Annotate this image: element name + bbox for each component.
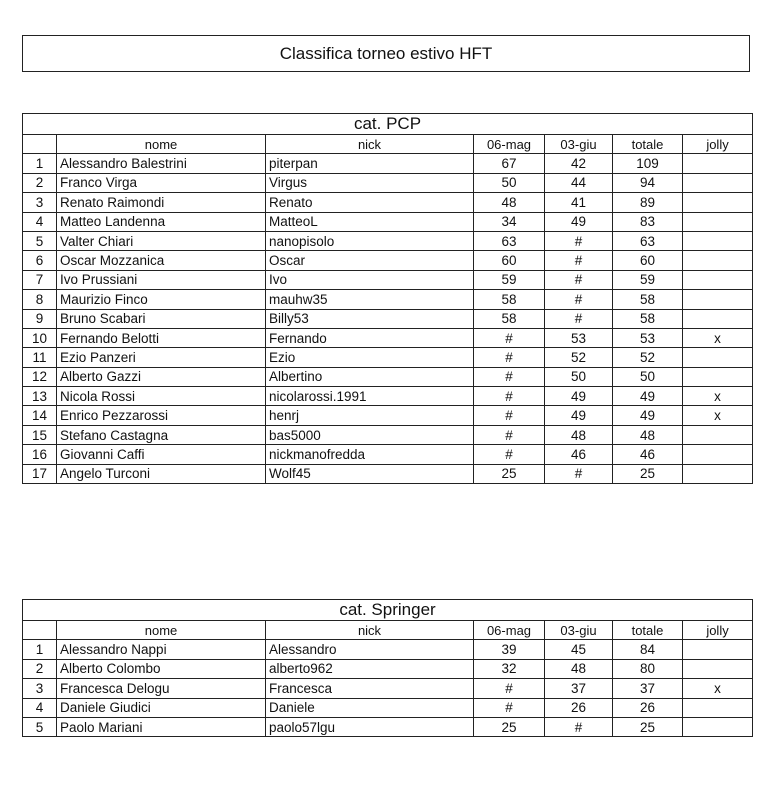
cell-jolly <box>683 231 753 250</box>
cell-score-03-giu: 45 <box>545 640 613 659</box>
cell-score-03-giu: 53 <box>545 328 613 347</box>
cell-rank: 14 <box>23 406 57 425</box>
cell-name: Enrico Pezzarossi <box>57 406 266 425</box>
cell-rank: 3 <box>23 193 57 212</box>
cell-nick: Daniele <box>266 698 474 717</box>
cell-score-03-giu: # <box>545 231 613 250</box>
table-row <box>23 717 753 736</box>
cell-name: Fernando Belotti <box>57 328 266 347</box>
cell-nick: Fernando <box>266 328 474 347</box>
category-title: cat. PCP <box>23 114 753 135</box>
cell-rank: 8 <box>23 290 57 309</box>
cell-rank: 2 <box>23 173 57 192</box>
cell-score-03-giu: 46 <box>545 445 613 464</box>
cell-total: 46 <box>613 445 683 464</box>
table-row <box>23 679 753 698</box>
cell-rank: 13 <box>23 387 57 406</box>
cell-jolly <box>683 290 753 309</box>
cell-jolly <box>683 717 753 736</box>
cell-jolly: x <box>683 387 753 406</box>
cell-score-03-giu: 49 <box>545 212 613 231</box>
cell-jolly: x <box>683 406 753 425</box>
cell-total: 49 <box>613 406 683 425</box>
cell-name: Maurizio Finco <box>57 290 266 309</box>
cell-total: 25 <box>613 717 683 736</box>
cell-score-06-mag: 59 <box>474 270 545 289</box>
cell-nick: Alessandro <box>266 640 474 659</box>
table-row <box>23 698 753 717</box>
cell-score-03-giu: 49 <box>545 406 613 425</box>
table-row <box>23 464 753 483</box>
cell-name: Bruno Scabari <box>57 309 266 328</box>
cell-jolly <box>683 659 753 678</box>
cell-rank: 5 <box>23 231 57 250</box>
cell-jolly <box>683 445 753 464</box>
cell-score-06-mag: # <box>474 698 545 717</box>
cell-total: 52 <box>613 348 683 367</box>
header-total: totale <box>613 621 683 640</box>
cell-rank: 15 <box>23 425 57 444</box>
cell-name: Ivo Prussiani <box>57 270 266 289</box>
header-date-03-giu: 03-giu <box>545 621 613 640</box>
cell-total: 49 <box>613 387 683 406</box>
header-total: totale <box>613 135 683 154</box>
cell-total: 60 <box>613 251 683 270</box>
header-number <box>23 135 57 154</box>
table-body <box>23 640 753 737</box>
cell-jolly <box>683 173 753 192</box>
cell-name: Alberto Gazzi <box>57 367 266 386</box>
table-header-row <box>23 621 753 640</box>
table-row <box>23 154 753 173</box>
cell-score-06-mag: # <box>474 445 545 464</box>
cell-nick: nicolarossi.1991 <box>266 387 474 406</box>
cell-nick: nanopisolo <box>266 231 474 250</box>
cell-jolly <box>683 367 753 386</box>
cell-jolly <box>683 464 753 483</box>
cell-score-06-mag: 50 <box>474 173 545 192</box>
cell-score-06-mag: 32 <box>474 659 545 678</box>
cell-name: Angelo Turconi <box>57 464 266 483</box>
cell-name: Francesca Delogu <box>57 679 266 698</box>
cell-nick: MatteoL <box>266 212 474 231</box>
cell-total: 94 <box>613 173 683 192</box>
table-row <box>23 173 753 192</box>
page-title: Classifica torneo estivo HFT <box>22 35 750 72</box>
cell-score-03-giu: 48 <box>545 659 613 678</box>
cell-rank: 16 <box>23 445 57 464</box>
cell-score-03-giu: 26 <box>545 698 613 717</box>
cell-name: Valter Chiari <box>57 231 266 250</box>
table-row <box>23 659 753 678</box>
cell-score-06-mag: # <box>474 367 545 386</box>
cell-score-06-mag: 34 <box>474 212 545 231</box>
cell-rank: 12 <box>23 367 57 386</box>
cell-nick: Albertino <box>266 367 474 386</box>
header-jolly: jolly <box>683 621 753 640</box>
cell-jolly: x <box>683 328 753 347</box>
header-name: nome <box>57 135 266 154</box>
table-row <box>23 348 753 367</box>
table-row <box>23 387 753 406</box>
cell-rank: 11 <box>23 348 57 367</box>
cell-score-03-giu: 44 <box>545 173 613 192</box>
cell-score-03-giu: # <box>545 270 613 289</box>
cell-nick: nickmanofredda <box>266 445 474 464</box>
cell-nick: Oscar <box>266 251 474 270</box>
cell-nick: Wolf45 <box>266 464 474 483</box>
cell-total: 80 <box>613 659 683 678</box>
cell-name: Alessandro Nappi <box>57 640 266 659</box>
cell-total: 37 <box>613 679 683 698</box>
cell-rank: 1 <box>23 640 57 659</box>
cell-total: 58 <box>613 309 683 328</box>
cell-score-03-giu: # <box>545 290 613 309</box>
cell-score-03-giu: # <box>545 251 613 270</box>
cell-name: Ezio Panzeri <box>57 348 266 367</box>
cell-name: Oscar Mozzanica <box>57 251 266 270</box>
header-name: nome <box>57 621 266 640</box>
header-date-06-mag: 06-mag <box>474 621 545 640</box>
cell-rank: 17 <box>23 464 57 483</box>
cell-rank: 2 <box>23 659 57 678</box>
cell-jolly <box>683 348 753 367</box>
cell-nick: Billy53 <box>266 309 474 328</box>
header-number <box>23 621 57 640</box>
cell-score-03-giu: 49 <box>545 387 613 406</box>
cell-name: Nicola Rossi <box>57 387 266 406</box>
cell-jolly <box>683 193 753 212</box>
table-row <box>23 231 753 250</box>
cell-score-03-giu: 37 <box>545 679 613 698</box>
cell-nick: mauhw35 <box>266 290 474 309</box>
cell-jolly <box>683 251 753 270</box>
cell-jolly: x <box>683 679 753 698</box>
table-header-row <box>23 135 753 154</box>
table-row <box>23 367 753 386</box>
cell-total: 50 <box>613 367 683 386</box>
cell-rank: 9 <box>23 309 57 328</box>
table-body <box>23 154 753 484</box>
cell-total: 84 <box>613 640 683 659</box>
table-row <box>23 290 753 309</box>
cell-jolly <box>683 640 753 659</box>
cell-name: Giovanni Caffi <box>57 445 266 464</box>
category-title: cat. Springer <box>23 600 753 621</box>
ranking-table-springer <box>22 599 753 737</box>
table-row <box>23 193 753 212</box>
cell-score-06-mag: 25 <box>474 464 545 483</box>
cell-score-03-giu: # <box>545 464 613 483</box>
cell-jolly <box>683 212 753 231</box>
cell-score-06-mag: 39 <box>474 640 545 659</box>
cell-score-03-giu: 50 <box>545 367 613 386</box>
header-nick: nick <box>266 135 474 154</box>
cell-nick: Ivo <box>266 270 474 289</box>
cell-rank: 4 <box>23 698 57 717</box>
cell-nick: paolo57lgu <box>266 717 474 736</box>
cell-rank: 6 <box>23 251 57 270</box>
cell-rank: 10 <box>23 328 57 347</box>
ranking-table-pcp <box>22 113 753 484</box>
table-row <box>23 640 753 659</box>
cell-total: 48 <box>613 425 683 444</box>
cell-jolly <box>683 309 753 328</box>
cell-total: 63 <box>613 231 683 250</box>
cell-jolly <box>683 270 753 289</box>
cell-rank: 1 <box>23 154 57 173</box>
table-row <box>23 309 753 328</box>
table-row <box>23 445 753 464</box>
cell-score-06-mag: # <box>474 406 545 425</box>
cell-name: Alessandro Balestrini <box>57 154 266 173</box>
cell-score-03-giu: 48 <box>545 425 613 444</box>
cell-jolly <box>683 425 753 444</box>
cell-score-06-mag: 58 <box>474 290 545 309</box>
cell-name: Paolo Mariani <box>57 717 266 736</box>
cell-total: 58 <box>613 290 683 309</box>
cell-score-03-giu: 42 <box>545 154 613 173</box>
cell-score-06-mag: 63 <box>474 231 545 250</box>
table-row <box>23 425 753 444</box>
cell-total: 26 <box>613 698 683 717</box>
cell-rank: 3 <box>23 679 57 698</box>
cell-name: Franco Virga <box>57 173 266 192</box>
cell-nick: Virgus <box>266 173 474 192</box>
cell-rank: 5 <box>23 717 57 736</box>
cell-total: 83 <box>613 212 683 231</box>
cell-nick: piterpan <box>266 154 474 173</box>
cell-total: 53 <box>613 328 683 347</box>
cell-score-06-mag: 48 <box>474 193 545 212</box>
cell-jolly <box>683 154 753 173</box>
cell-nick: Renato <box>266 193 474 212</box>
cell-score-06-mag: # <box>474 348 545 367</box>
cell-rank: 7 <box>23 270 57 289</box>
table-row <box>23 270 753 289</box>
cell-total: 89 <box>613 193 683 212</box>
cell-jolly <box>683 698 753 717</box>
cell-name: Renato Raimondi <box>57 193 266 212</box>
cell-total: 59 <box>613 270 683 289</box>
cell-score-03-giu: # <box>545 309 613 328</box>
cell-score-06-mag: 67 <box>474 154 545 173</box>
table-row <box>23 251 753 270</box>
cell-score-03-giu: # <box>545 717 613 736</box>
cell-rank: 4 <box>23 212 57 231</box>
header-nick: nick <box>266 621 474 640</box>
table-row <box>23 406 753 425</box>
table-row <box>23 212 753 231</box>
cell-total: 25 <box>613 464 683 483</box>
cell-score-03-giu: 52 <box>545 348 613 367</box>
cell-name: Matteo Landenna <box>57 212 266 231</box>
cell-name: Alberto Colombo <box>57 659 266 678</box>
cell-name: Stefano Castagna <box>57 425 266 444</box>
cell-nick: alberto962 <box>266 659 474 678</box>
cell-name: Daniele Giudici <box>57 698 266 717</box>
cell-score-06-mag: # <box>474 387 545 406</box>
cell-nick: bas5000 <box>266 425 474 444</box>
header-jolly: jolly <box>683 135 753 154</box>
cell-score-03-giu: 41 <box>545 193 613 212</box>
cell-score-06-mag: # <box>474 679 545 698</box>
cell-total: 109 <box>613 154 683 173</box>
cell-score-06-mag: 58 <box>474 309 545 328</box>
cell-score-06-mag: # <box>474 328 545 347</box>
cell-nick: Ezio <box>266 348 474 367</box>
cell-nick: Francesca <box>266 679 474 698</box>
cell-score-06-mag: # <box>474 425 545 444</box>
table-row <box>23 328 753 347</box>
cell-score-06-mag: 25 <box>474 717 545 736</box>
header-date-06-mag: 06-mag <box>474 135 545 154</box>
cell-nick: henrj <box>266 406 474 425</box>
header-date-03-giu: 03-giu <box>545 135 613 154</box>
cell-score-06-mag: 60 <box>474 251 545 270</box>
